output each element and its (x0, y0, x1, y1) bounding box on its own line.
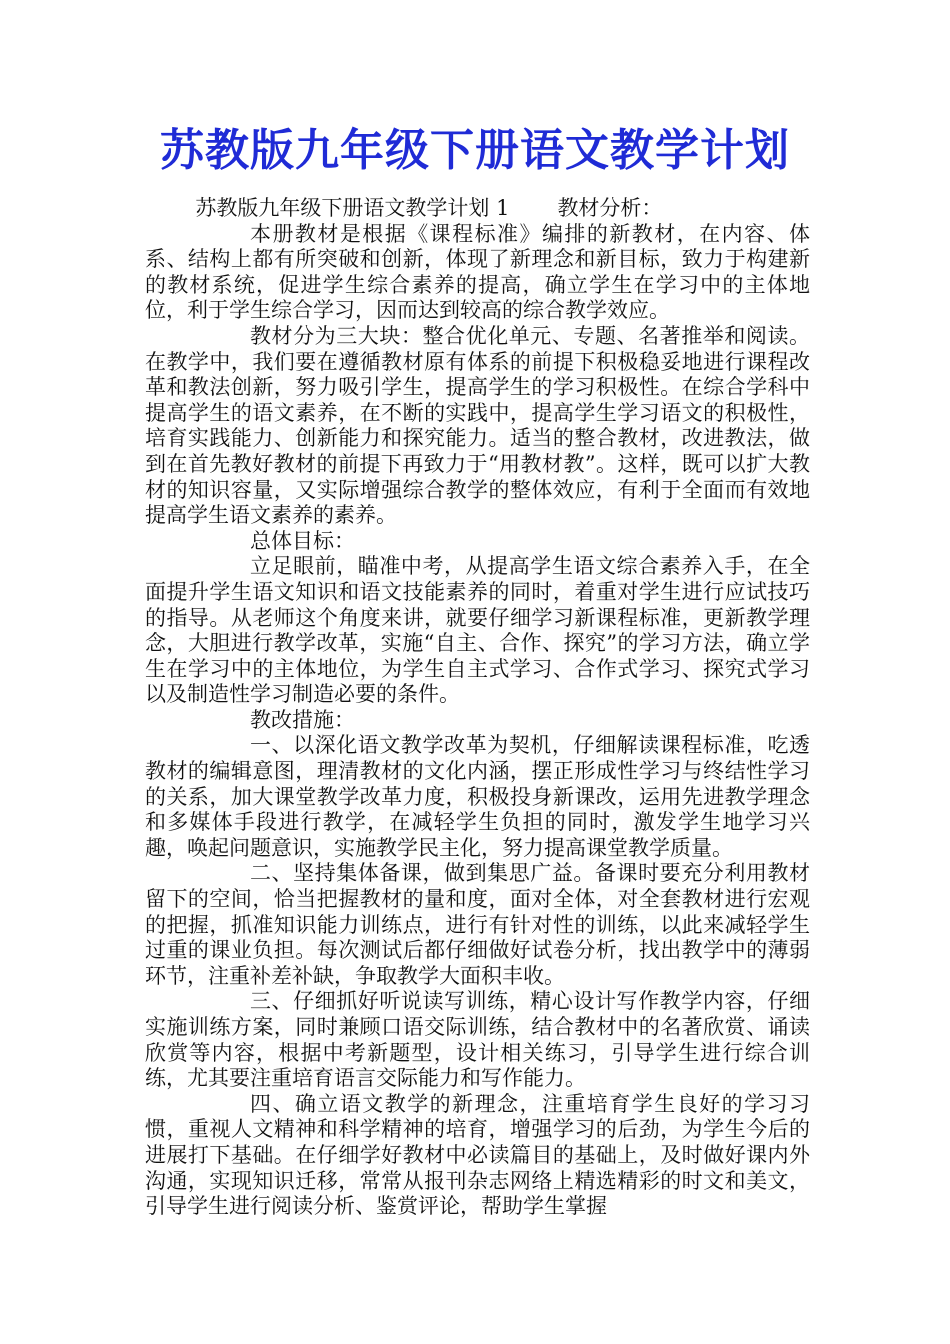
intro-line (145, 196, 810, 222)
paragraph-5: 二、坚持集体备课，做到集思广益。备课时要充分利用教材留下的空间，恰当把握教材的量和度，面对全体，对全套教材进行宏观的把握，抓准知识能力训练点，进行有针对性的训练，以此来减轻学生过重的课业负担。每次测试后都仔细做好试卷分析，找出教学中的薄弱环节，注重补差补缺，争取教学大面积丰收。 (145, 861, 810, 988)
section-heading-goals: 总体目标： (250, 528, 355, 553)
document-title: 苏教版九年级下册语文教学计划 (160, 125, 790, 176)
paragraph-2: 教材分为三大块：整合优化单元、专题、名著推举和阅读。在教学中，我们要在遵循教材原有体系的前提下积极稳妥地进行课程改革和教法创新，努力吸引学生，提高学生的学习积极性。在综合学科中提高学生的语文素养，在不断的实践中，提高学生学习语文的积极性，培育实践能力、创新能力和探究能力。适当的整合教材，改进教法，做到在首先教好教材的前提下再致力于“用教材教”。这样，既可以扩大教材的知识容量，又实际增强综合教学的整体效应，有利于全面而有效地提高学生语文素养的素养。 (145, 323, 810, 528)
paragraph-6: 三、仔细抓好听说读写训练，精心设计写作教学内容，仔细实施训练方案，同时兼顾口语交际训练，结合教材中的名著欣赏、诵读欣赏等内容，根据中考新题型，设计相关练习，引导学生进行综合训练，尤其要注重培育语言交际能力和写作能力。 (145, 989, 810, 1091)
paragraph-7: 四、确立语文教学的新理念，注重培育学生良好的学习习惯，重视人文精神和科学精神的培育，增强学习的后劲，为学生今后的进展打下基础。在仔细学好教材中必读篇目的基础上，及时做好课内外沟通，实现知识迁移，常常从报刊杂志网络上精选精彩的时文和美文，引导学生进行阅读分析、鉴赏评论，帮助学生掌握 (145, 1091, 810, 1219)
document-body (145, 196, 810, 1220)
intro-title: 苏教版九年级下册语文教学计划 1 (195, 196, 510, 220)
section-heading-measures: 教改措施： (250, 707, 355, 732)
paragraph-3: 立足眼前，瞄准中考，从提高学生语文综合素养入手，在全面提升学生语文知识和语文技能素养的同时，着重对学生进行应试技巧的指导。从老师这个角度来讲，就要仔细学习新课程标准，更新教学理念，大胆进行教学改革，实施“自主、合作、探究”的学习方法，确立学生在学习中的主体地位，为学生自主式学习、合作式学习、探究式学习以及制造性学习制造必要的条件。 (145, 554, 810, 707)
paragraph-1: 本册教材是根据《课程标准》编排的新教材，在内容、体系、结构上都有所突破和创新，体现了新理念和新目标，致力于构建新的教材系统，促进学生综合素养的提高，确立学生在学习中的主体地位，利于学生综合学习，因而达到较高的综合教学效应。 (145, 221, 810, 323)
paragraph-4: 一、以深化语文教学改革为契机，仔细解读课程标准，吃透教材的编辑意图，理清教材的文化内涵，摆正形成性学习与终结性学习的关系，加大课堂教学改革力度，积极投身新课改，运用先进教学理念和多媒体手段进行教学，在减轻学生负担的同时，激发学生地学习兴趣，唤起问题意识，实施教学民主化，努力提高课堂教学质量。 (145, 733, 810, 860)
section-heading-materials: 教材分析： (557, 196, 663, 220)
